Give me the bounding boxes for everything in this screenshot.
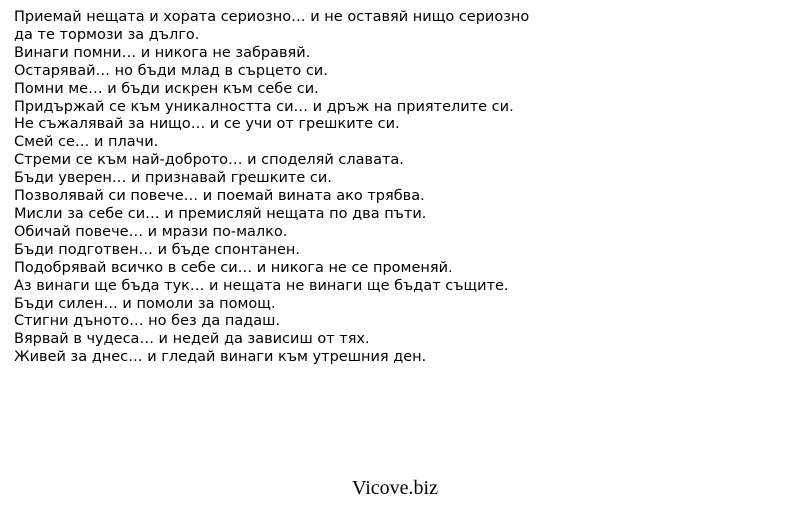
quote-line: Стреми се към най-доброто… и споделяй славата.: [14, 152, 404, 169]
quote-line: Мисли за себе си… и премисляй нещата по два пъти.: [14, 205, 427, 222]
quote-line: Смей се… и плачи.: [14, 134, 159, 151]
quote-line: Остарявай… но бъди млад в сърцето си.: [14, 62, 328, 79]
quote-line: Винаги помни… и никога не забравяй.: [14, 44, 311, 61]
quote-line: Помни ме… и бъди искрен към себе си.: [14, 80, 319, 97]
quote-line: Аз винаги ще бъда тук… и нещата не винаги ще бъдат същите.: [14, 277, 509, 294]
quote-line: Не съжалявай за нищо… и се учи от грешките си.: [14, 116, 400, 133]
quote-line: Приемай нещата и хората сериозно… и не оставяй нищо сериозно: [14, 9, 530, 25]
quote-line: Обичай повече… и мрази по-малко.: [14, 223, 288, 240]
site-watermark: Vicove.biz: [352, 477, 438, 499]
quote-line: Живей за днес… и гледай винаги към утрешния ден.: [14, 349, 427, 366]
quote-line: Стигни дъното… но без да падаш.: [14, 313, 280, 330]
quote-line: Подобрявай всичко в себе си… и никога не се променяй.: [14, 259, 453, 276]
quote-text-block: [14, 9, 794, 367]
quote-line: Придържай се към уникалността си… и дръж на приятелите си.: [14, 98, 514, 115]
quote-line: да те тормози за дълго.: [14, 26, 200, 43]
quote-line: Позволявай си повече… и поемай вината ако трябва.: [14, 188, 425, 205]
quote-line: Вярвай в чудеса… и недей да зависиш от тях.: [14, 331, 370, 348]
quote-line: Бъди уверен… и признавай грешките си.: [14, 170, 332, 187]
quote-line: Бъди подготвен… и бъде спонтанен.: [14, 241, 301, 258]
quote-line: Бъди силен… и помоли за помощ.: [14, 295, 276, 312]
